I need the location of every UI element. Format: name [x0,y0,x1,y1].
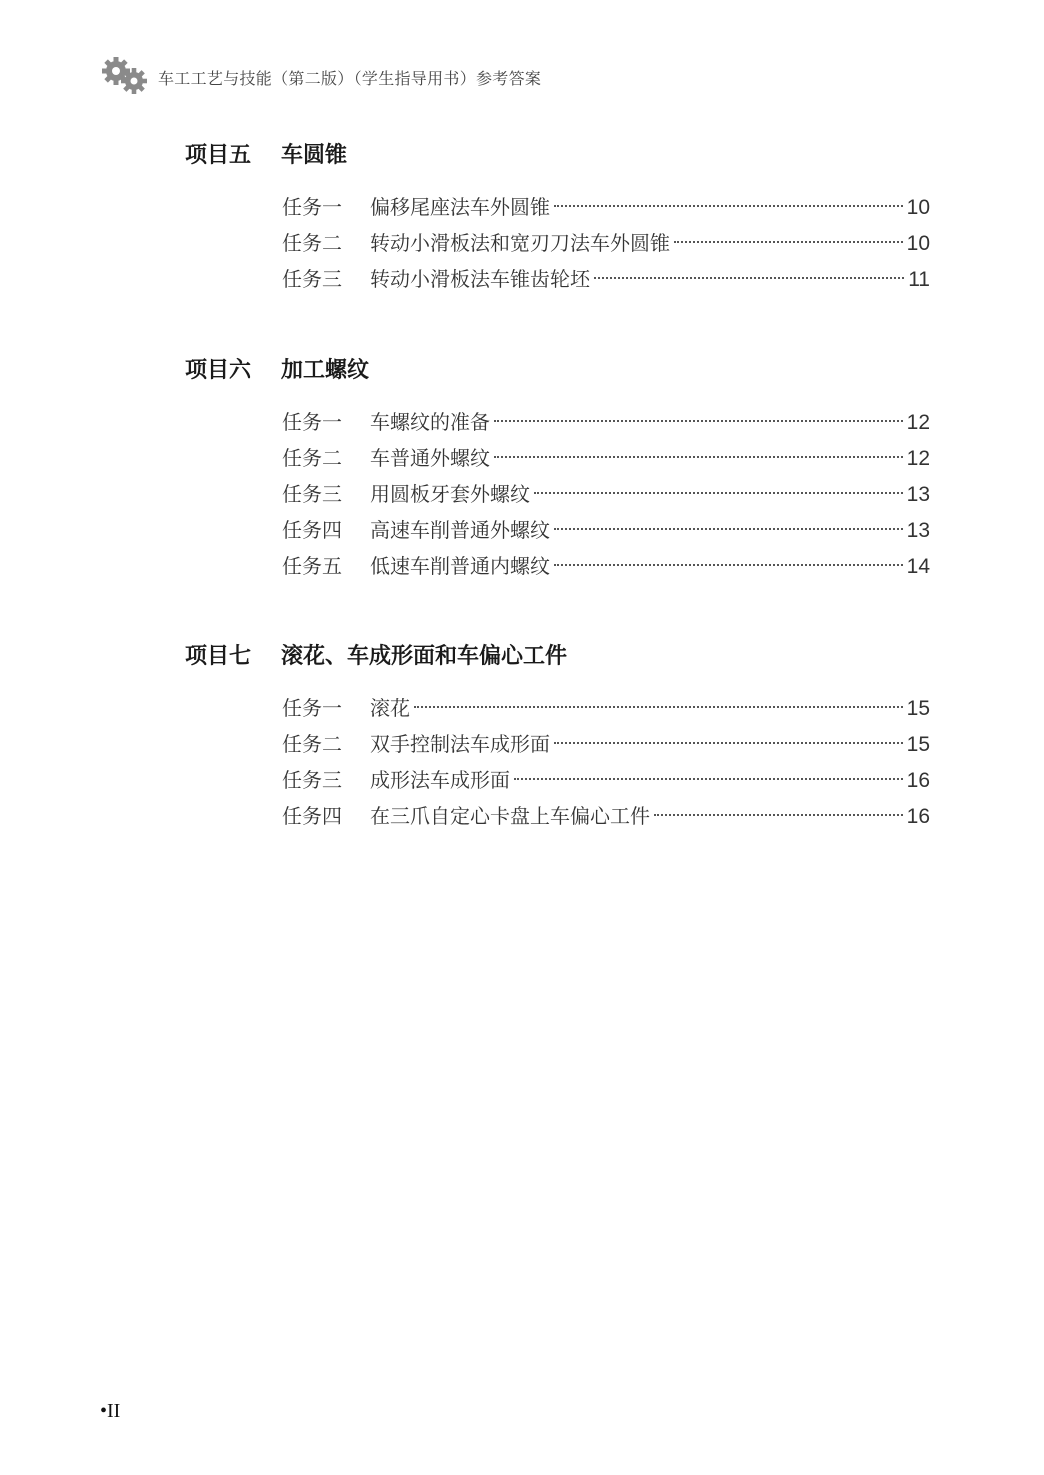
section-heading [185,352,930,384]
page-number: 11 [908,268,930,291]
task-title: 用圆板牙套外螺纹 [370,482,530,506]
task-number: 任务二 [282,231,342,255]
task-list [282,690,930,834]
dot-leader [534,492,903,494]
task-title: 滚花 [370,696,410,720]
task-list [282,189,930,297]
task-number: 任务一 [282,410,342,434]
task-number: 任务一 [282,696,342,720]
gears-icon [100,54,152,98]
dot-leader [414,706,903,708]
toc-entry[interactable] [282,225,930,261]
toc-section-6 [185,352,930,584]
toc-section-5 [185,137,930,297]
page-number: 13 [906,519,930,542]
dot-leader [554,205,903,207]
project-title: 车圆锥 [281,142,348,168]
dot-leader [514,778,903,780]
toc-entry[interactable] [282,548,930,584]
task-number: 任务三 [282,768,342,792]
page-number: 16 [906,805,930,828]
running-header [100,54,541,98]
task-title: 低速车削普通内螺纹 [370,554,550,578]
toc-entry[interactable] [282,261,930,297]
task-number: 任务二 [282,446,342,470]
project-title: 滚花、车成形面和车偏心工件 [281,643,568,669]
toc-entry[interactable] [282,726,930,762]
task-number: 任务一 [282,195,342,219]
task-title: 偏移尾座法车外圆锥 [370,195,550,219]
project-title: 加工螺纹 [281,357,370,383]
task-title: 双手控制法车成形面 [370,732,550,756]
dot-leader [594,277,904,279]
project-number: 项目六 [185,357,252,383]
task-number: 任务五 [282,554,342,578]
task-title: 在三爪自定心卡盘上车偏心工件 [370,804,650,828]
toc-entry[interactable] [282,189,930,225]
page-number: 14 [906,555,930,578]
page-number: 16 [906,769,930,792]
toc-section-7 [185,638,930,834]
page-number: 12 [906,411,930,434]
page-number: 15 [906,733,930,756]
task-number: 任务四 [282,804,342,828]
toc-entry[interactable] [282,512,930,548]
task-number: 任务四 [282,518,342,542]
dot-leader [554,528,903,530]
task-title: 转动小滑板法和宽刃刀法车外圆锥 [370,231,670,255]
toc-entry[interactable] [282,798,930,834]
task-title: 转动小滑板法车锥齿轮坯 [370,267,590,291]
task-title: 成形法车成形面 [370,768,510,792]
dot-leader [494,456,903,458]
task-title: 高速车削普通外螺纹 [370,518,550,542]
task-number: 任务三 [282,482,342,506]
dot-leader [654,814,903,816]
project-number: 项目五 [185,142,252,168]
task-number: 任务二 [282,732,342,756]
section-heading [185,638,930,670]
page-number: 10 [906,232,930,255]
task-list [282,404,930,584]
toc-entry[interactable] [282,440,930,476]
section-heading [185,137,930,169]
book-title: 车工工艺与技能（第二版）（学生指导用书）参考答案 [158,68,542,88]
page-number: 15 [906,697,930,720]
toc-entry[interactable] [282,762,930,798]
dot-leader [554,742,903,744]
task-number: 任务三 [282,267,342,291]
toc-entry[interactable] [282,690,930,726]
page-number: 10 [906,196,930,219]
toc-entry[interactable] [282,476,930,512]
page-number: 13 [906,483,930,506]
project-number: 项目七 [185,643,252,669]
toc-entry[interactable] [282,404,930,440]
task-title: 车普通外螺纹 [370,446,490,470]
dot-leader [674,241,903,243]
page-number: 12 [906,447,930,470]
task-title: 车螺纹的准备 [370,410,490,434]
dot-leader [494,420,903,422]
dot-leader [554,564,903,566]
page-folio: •II [100,1400,121,1422]
